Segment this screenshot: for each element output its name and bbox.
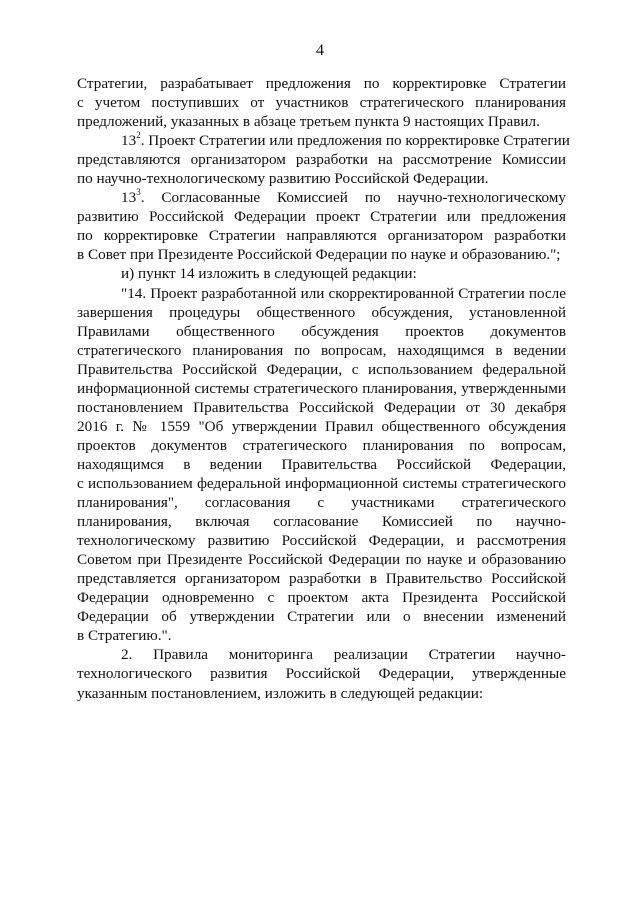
text-line: по корректировке Стратегии направляются организатором разработки [77, 227, 566, 245]
paragraph-p4 [77, 264, 566, 283]
text-line: Федерации об утверждении Стратегии или о внесении изменений [77, 608, 566, 626]
item-number: 13 [121, 189, 137, 207]
paragraph-p6 [77, 645, 566, 702]
page-number: 4 [316, 42, 324, 59]
item-number-superscript: 2 [136, 130, 141, 141]
text-line: представляется организатором разработки в Правительство Российской [77, 570, 566, 588]
text-line: постановлением Правительства Российской Федерации от 30 декабря [77, 398, 566, 416]
text-line-content: . Проект Стратегии или предложения по корректировке Стратегии [140, 132, 570, 150]
text-line [77, 188, 566, 207]
paragraph-p5 [77, 284, 566, 646]
item-number-superscript: 3 [136, 187, 141, 198]
text-line: Правительства Российской Федерации, с использованием федеральной [77, 360, 566, 378]
text-line: завершения процедуры общественного обсуждения, установленной [77, 303, 566, 321]
text-line: планирования, включая согласование Комиссией по научно- [77, 513, 566, 531]
text-line: предложений, указанных в абзаце третьем пункта 9 настоящих Правил. [77, 113, 540, 131]
text-line: развитию Российской Федерации проект Стратегии или предложения [77, 208, 566, 226]
text-line: Правилами общественного обсуждения проектов документов [77, 322, 566, 340]
text-line: с использованием федеральной информационной системы стратегического [77, 474, 566, 492]
text-line: 2. Правила мониторинга реализации Стратегии научно- [121, 646, 566, 664]
item-number: 13 [121, 132, 137, 150]
text-line: с учетом поступивших от участников стратегического планирования [77, 94, 566, 112]
text-line: Стратегии, разрабатывает предложения по корректировке Стратегии [77, 75, 566, 92]
text-line: указанным постановлением, изложить в следующей редакции: [77, 684, 484, 702]
text-line: проектов документов стратегического планирования по вопросам, [77, 436, 566, 454]
text-line: технологическому развитию Российской Федерации, и рассмотрения [77, 532, 566, 550]
paragraph-p3 [77, 188, 566, 264]
paragraph-p2 [77, 130, 570, 188]
text-line: представляются организатором разработки на рассмотрение Комиссии [77, 151, 566, 169]
paragraph-p1 [77, 74, 566, 131]
text-line: и) пункт 14 изложить в следующей редакции: [121, 265, 417, 283]
text-line [77, 130, 570, 150]
text-line: Советом при Президенте Российской Федерации по науке и образованию [77, 551, 566, 569]
text-line-content: . Согласованные Комиссией по научно-технологическому [140, 189, 566, 207]
text-line: находящимся в ведении Правительства Российской Федерации, [77, 455, 566, 473]
text-line: в Совет при Президенте Российской Федерации по науке и образованию."; [77, 246, 561, 264]
text-line: в Стратегию.". [77, 627, 172, 645]
document-body [77, 74, 570, 703]
text-line: Федерации одновременно с проектом акта Президента Российской [77, 589, 566, 607]
text-line: информационной системы стратегического планирования, утвержденными [77, 379, 566, 397]
text-line: стратегического планирования по вопросам, находящимся в ведении [77, 341, 566, 359]
text-line: планирования", согласования с участниками стратегического [77, 494, 566, 512]
text-line: по научно-технологическому развитию Российской Федерации. [77, 170, 489, 188]
text-line: 2016 г. № 1559 "Об утверждении Правил общественного обсуждения [77, 417, 566, 435]
text-line: "14. Проект разработанной или скорректированной Стратегии после [121, 284, 566, 302]
text-line: технологического развития Российской Федерации, утвержденные [77, 665, 566, 683]
